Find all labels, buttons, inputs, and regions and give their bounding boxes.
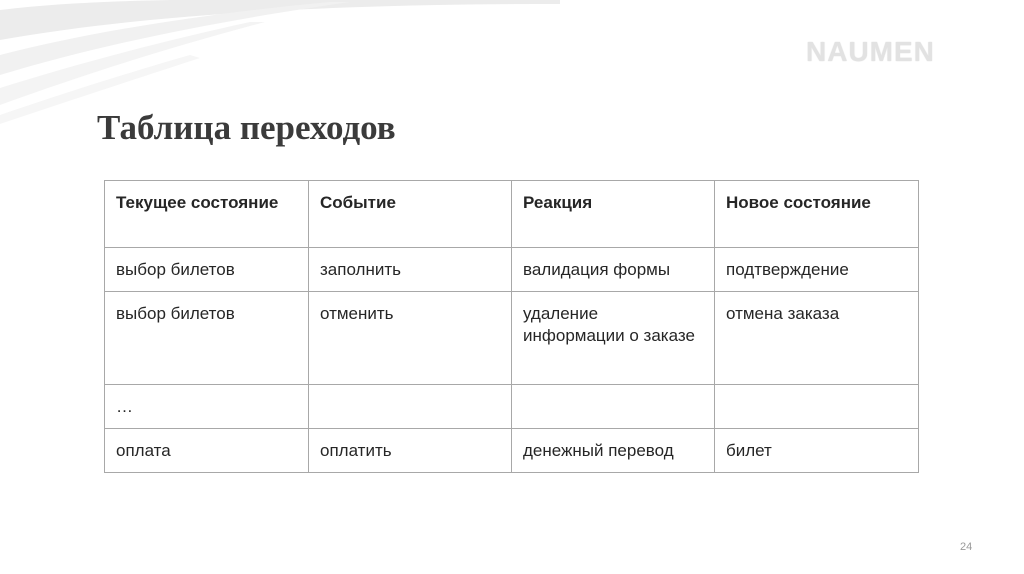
table-row xyxy=(105,248,919,292)
table-cell xyxy=(309,385,512,429)
table-cell: валидация формы xyxy=(512,248,715,292)
header-current-state: Текущее состояние xyxy=(105,181,309,248)
table-cell xyxy=(512,385,715,429)
table-cell: подтверждение xyxy=(715,248,919,292)
table-cell: билет xyxy=(715,429,919,473)
table-cell: отменить xyxy=(309,292,512,385)
header-reaction: Реакция xyxy=(512,181,715,248)
table-cell: выбор билетов xyxy=(105,248,309,292)
table-cell: оплатить xyxy=(309,429,512,473)
table-row xyxy=(105,292,919,385)
table-cell: удаление информации о заказе xyxy=(512,292,715,385)
table-cell xyxy=(715,385,919,429)
table-cell: выбор билетов xyxy=(105,292,309,385)
table-cell: денежный перевод xyxy=(512,429,715,473)
page-number: 24 xyxy=(960,541,973,553)
header-new-state: Новое состояние xyxy=(715,181,919,248)
table-cell: оплата xyxy=(105,429,309,473)
table-cell: отмена заказа xyxy=(715,292,919,385)
naumen-logo: NAUMEN xyxy=(806,36,935,67)
slide-title: Таблица переходов xyxy=(97,108,396,147)
table-cell: … xyxy=(105,385,309,429)
table-row xyxy=(105,429,919,473)
transition-table xyxy=(104,180,919,473)
header-event: Событие xyxy=(309,181,512,248)
table-header-row xyxy=(105,181,919,248)
table-row xyxy=(105,385,919,429)
table-cell: заполнить xyxy=(309,248,512,292)
